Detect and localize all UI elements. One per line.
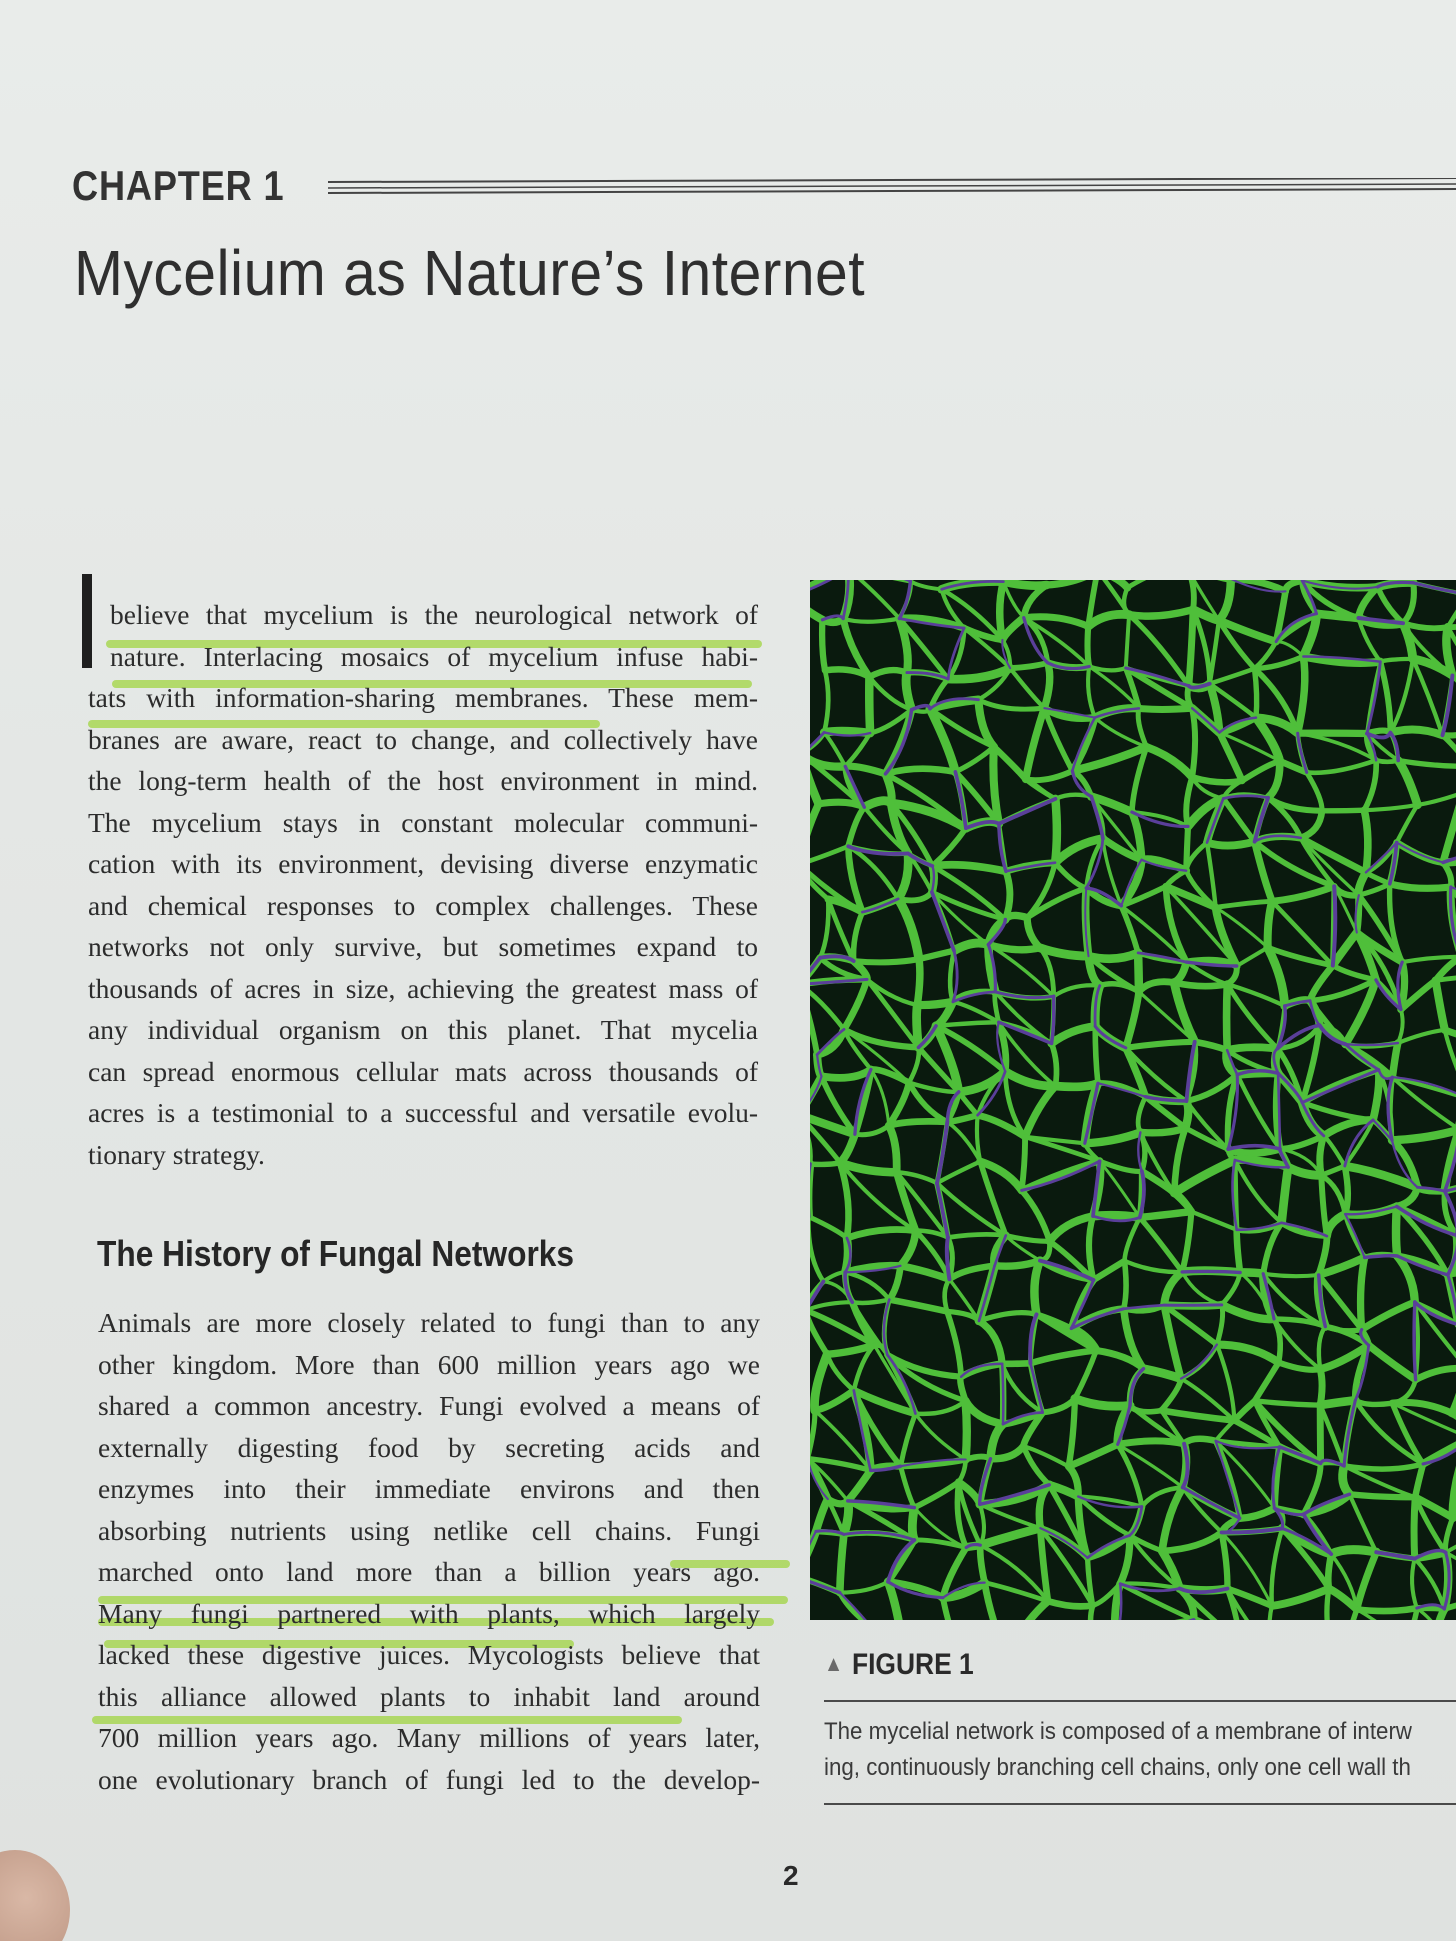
text-line: The mycelium stays in constant molecular communi- [88, 806, 758, 838]
figure-label-text: FIGURE 1 [851, 1648, 974, 1681]
text-line: networks not only survive, but sometimes expand to [88, 931, 758, 962]
caption-rule [824, 1803, 1456, 1805]
text-line: enzymes into their immediate environs and then [98, 1473, 760, 1504]
intro-paragraph [88, 594, 758, 1175]
text-line: can spread enormous cellular mats across thousands of [88, 1055, 758, 1087]
figure-label [824, 1648, 974, 1682]
text-line: thousands of acres in size, achieving the greatest mass of [88, 972, 758, 1004]
text-line: Many fungi partnered with plants, which largely [98, 1597, 760, 1629]
text-line: and chemical responses to complex challenges. These [88, 889, 758, 921]
text-line: Animals are more closely related to fungi than to any [98, 1307, 760, 1338]
figure-caption [824, 1714, 1412, 1786]
text-line: externally digesting food by secreting acids and [98, 1431, 760, 1463]
text-line: shared a common ancestry. Fungi evolved a means of [98, 1390, 760, 1421]
finger-photo-edge [0, 1850, 70, 1941]
page-number: 2 [783, 1860, 799, 1891]
text-line: tats with information-sharing membranes. These mem- [88, 682, 758, 713]
section-heading: The History of Fungal Networks [97, 1233, 575, 1274]
text-line: tionary strategy. [88, 1138, 265, 1170]
text-line: branes are aware, react to change, and collectively have [88, 723, 758, 755]
text-line: absorbing nutrients using netlike cell chains. Fungi [98, 1514, 760, 1546]
text-line: 700 million years ago. Many millions of years later, [98, 1722, 760, 1753]
text-line: nature. Interlacing mosaics of mycelium infuse habi- [110, 640, 758, 672]
text-line: the long-term health of the host environment in mind. [88, 765, 758, 796]
chapter-title: Mycelium as Nature’s Internet [74, 237, 866, 309]
mycelium-network-image [810, 580, 1456, 1620]
triangle-icon: ▲ [824, 1651, 844, 1676]
caption-line: ing, continuously branching cell chains, only one cell wall th [824, 1754, 1411, 1781]
text-line: believe that mycelium is the neurological network of [110, 599, 758, 630]
chapter-rule [328, 178, 1456, 194]
text-line: any individual organism on this planet. That mycelia [88, 1014, 758, 1045]
text-line: lacked these digestive juices. Mycologists believe that [98, 1639, 760, 1670]
caption-rule [824, 1700, 1456, 1702]
text-line: marched onto land more than a billion years ago. [98, 1556, 760, 1587]
caption-line: The mycelial network is composed of a membrane of interw [824, 1718, 1412, 1745]
text-line: cation with its environment, devising diverse enzymatic [88, 848, 758, 879]
history-paragraph [98, 1302, 760, 1800]
text-line: one evolutionary branch of fungi led to the develop- [98, 1763, 760, 1795]
text-line: this alliance allowed plants to inhabit land around [98, 1680, 760, 1712]
chapter-label: CHAPTER 1 [72, 162, 285, 209]
text-line: other kingdom. More than 600 million years ago we [98, 1348, 760, 1380]
text-line: acres is a testimonial to a successful and versatile evolu- [88, 1097, 758, 1128]
